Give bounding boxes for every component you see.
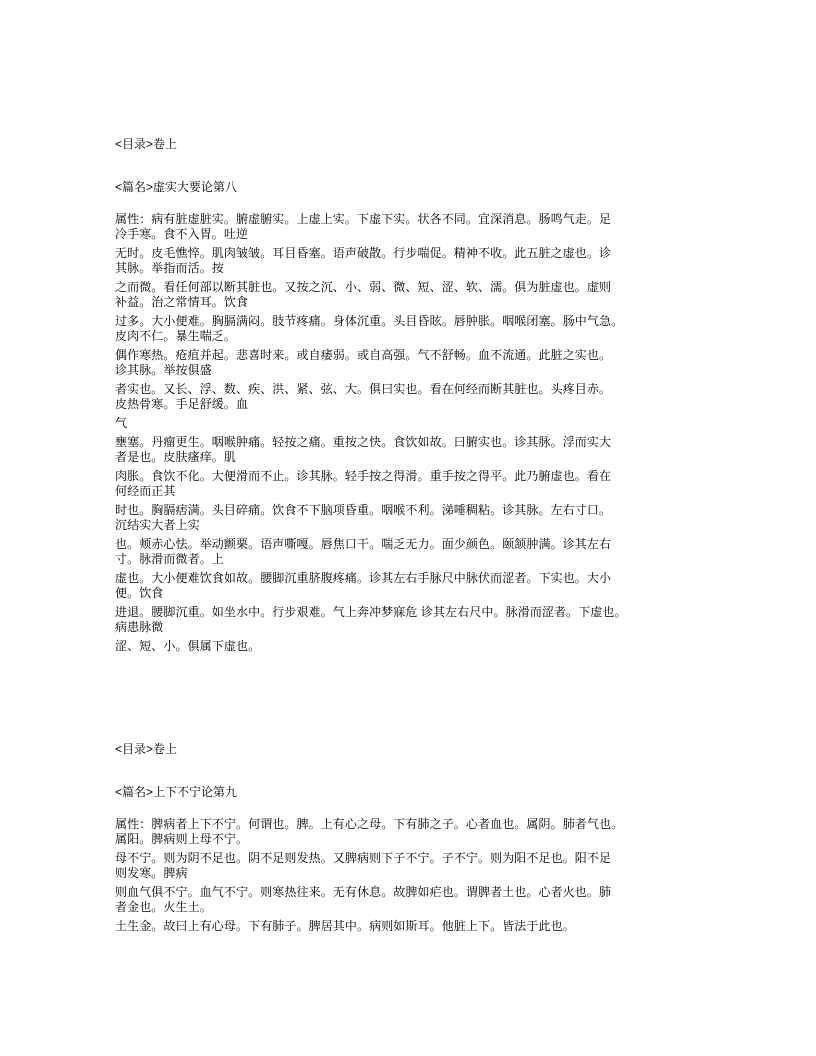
chapter-title: <篇名>上下不宁论第九 — [115, 785, 238, 799]
catalog-line: <目录>卷上 — [115, 742, 178, 756]
text-line: 土生金。故曰上有心母。下有肺子。脾居其中。病则如斯耳。他脏上下。皆法于此也。 — [115, 919, 575, 933]
text-line: 虚也。大小便难饮食如故。腰脚沉重脐腹疼痛。诊其左右手脉尺中脉伏而涩者。下实也。大小 — [115, 571, 612, 585]
text-line: 属性：病有脏虚脏实。腑虚腑实。上虚上实。下虚下实。状各不同。宜深消息。肠鸣气走。足 — [115, 212, 612, 226]
body-text — [115, 212, 726, 654]
text-line: 涩、短、小。俱属下虚也。 — [115, 639, 261, 653]
text-line: 寸。脉滑而微者。上 — [115, 552, 224, 566]
catalog-line: <目录>卷上 — [115, 137, 178, 151]
text-line: 则血气俱不宁。血气不宁。则寒热往来。无有休息。故脾如疟也。谓脾者土也。心者火也。肺 — [115, 885, 612, 899]
text-line: 皮热骨寒。手足舒缓。血 — [115, 397, 249, 411]
text-line: 病患脉微 — [115, 620, 164, 634]
text-line: 壅塞。丹瘤更生。咽喉肿痛。轻按之痛。重按之快。食饮如故。曰腑实也。诊其脉。浮而实大 — [115, 435, 612, 449]
text-line: 偶作寒热。疮疽并起。悲喜时来。或自痿弱。或自高强。气不舒畅。血不流通。此脏之实也。 — [115, 348, 612, 362]
text-line: 者是也。皮肤瘙痒。肌 — [115, 450, 237, 464]
chapter-title: <篇名>虚实大要论第八 — [115, 180, 238, 194]
text-line: 者金也。火生土。 — [115, 900, 212, 914]
text-line: 时也。胸膈痞满。头目碎痛。饮食不下脑项昏重。咽喉不利。涕唾稠粘。诊其脉。左右寸口。 — [115, 503, 612, 517]
text-line: 肉胀。食饮不化。大便滑而不止。诊其脉。轻手按之得滑。重手按之得平。此乃腑虚也。看在 — [115, 469, 612, 483]
section-1 — [115, 137, 726, 654]
text-line: 属阳。脾病则上母不宁。 — [115, 832, 249, 846]
body-text — [115, 817, 726, 934]
text-line: 无时。皮毛憔悴。肌肉皱皱。耳目昏塞。语声破散。行步喘促。精神不收。此五脏之虚也。诊 — [115, 246, 612, 260]
text-line: 也。颊赤心怯。举动颤栗。语声嘶嘎。唇焦口干。喘乏无力。面少颜色。颐颔肿满。诊其左右 — [115, 537, 612, 551]
document-body — [115, 137, 726, 934]
text-line: 过多。大小便难。胸膈满闷。肢节疼痛。身体沉重。头目昏眩。唇肿胀。咽喉闭塞。肠中气急。 — [115, 314, 624, 328]
text-line: 气 — [115, 416, 128, 430]
text-line: 之而微。看任何部以断其脏也。又按之沉、小、弱、微、短、涩、软、濡。俱为脏虚也。虚则 — [115, 280, 612, 294]
text-line: 皮肉不仁。暴生喘乏。 — [115, 329, 237, 343]
section-2 — [115, 742, 726, 934]
text-line: 进退。腰脚沉重。如坐水中。行步艰难。气上奔冲梦寐危 诊其左右尺中。脉滑而涩者。下虚也。 — [115, 605, 627, 619]
text-line: 何经而正其 — [115, 484, 176, 498]
text-line: 沉结实大者上实 — [115, 518, 200, 532]
text-line: 冷手寒。食不入胃。吐逆 — [115, 227, 249, 241]
text-line: 则发寒。脾病 — [115, 866, 188, 880]
text-line: 其脉。举指而活。按 — [115, 261, 224, 275]
text-line: 母不宁。则为阴不足也。阴不足则发热。又脾病则下子不宁。子不宁。则为阳不足也。阳不足 — [115, 851, 612, 865]
text-line: 补益。治之常情耳。饮食 — [115, 295, 249, 309]
text-line: 便。饮食 — [115, 586, 164, 600]
text-line: 诊其脉。举按俱盛 — [115, 363, 212, 377]
text-line: 属性：脾病者上下不宁。何谓也。脾。上有心之母。下有肺之子。心者血也。属阴。肺者气也。 — [115, 817, 624, 831]
text-line: 者实也。又长、浮、数、疾、洪、紧、弦、大。俱曰实也。看在何经而断其脏也。头疼目赤。 — [115, 382, 612, 396]
